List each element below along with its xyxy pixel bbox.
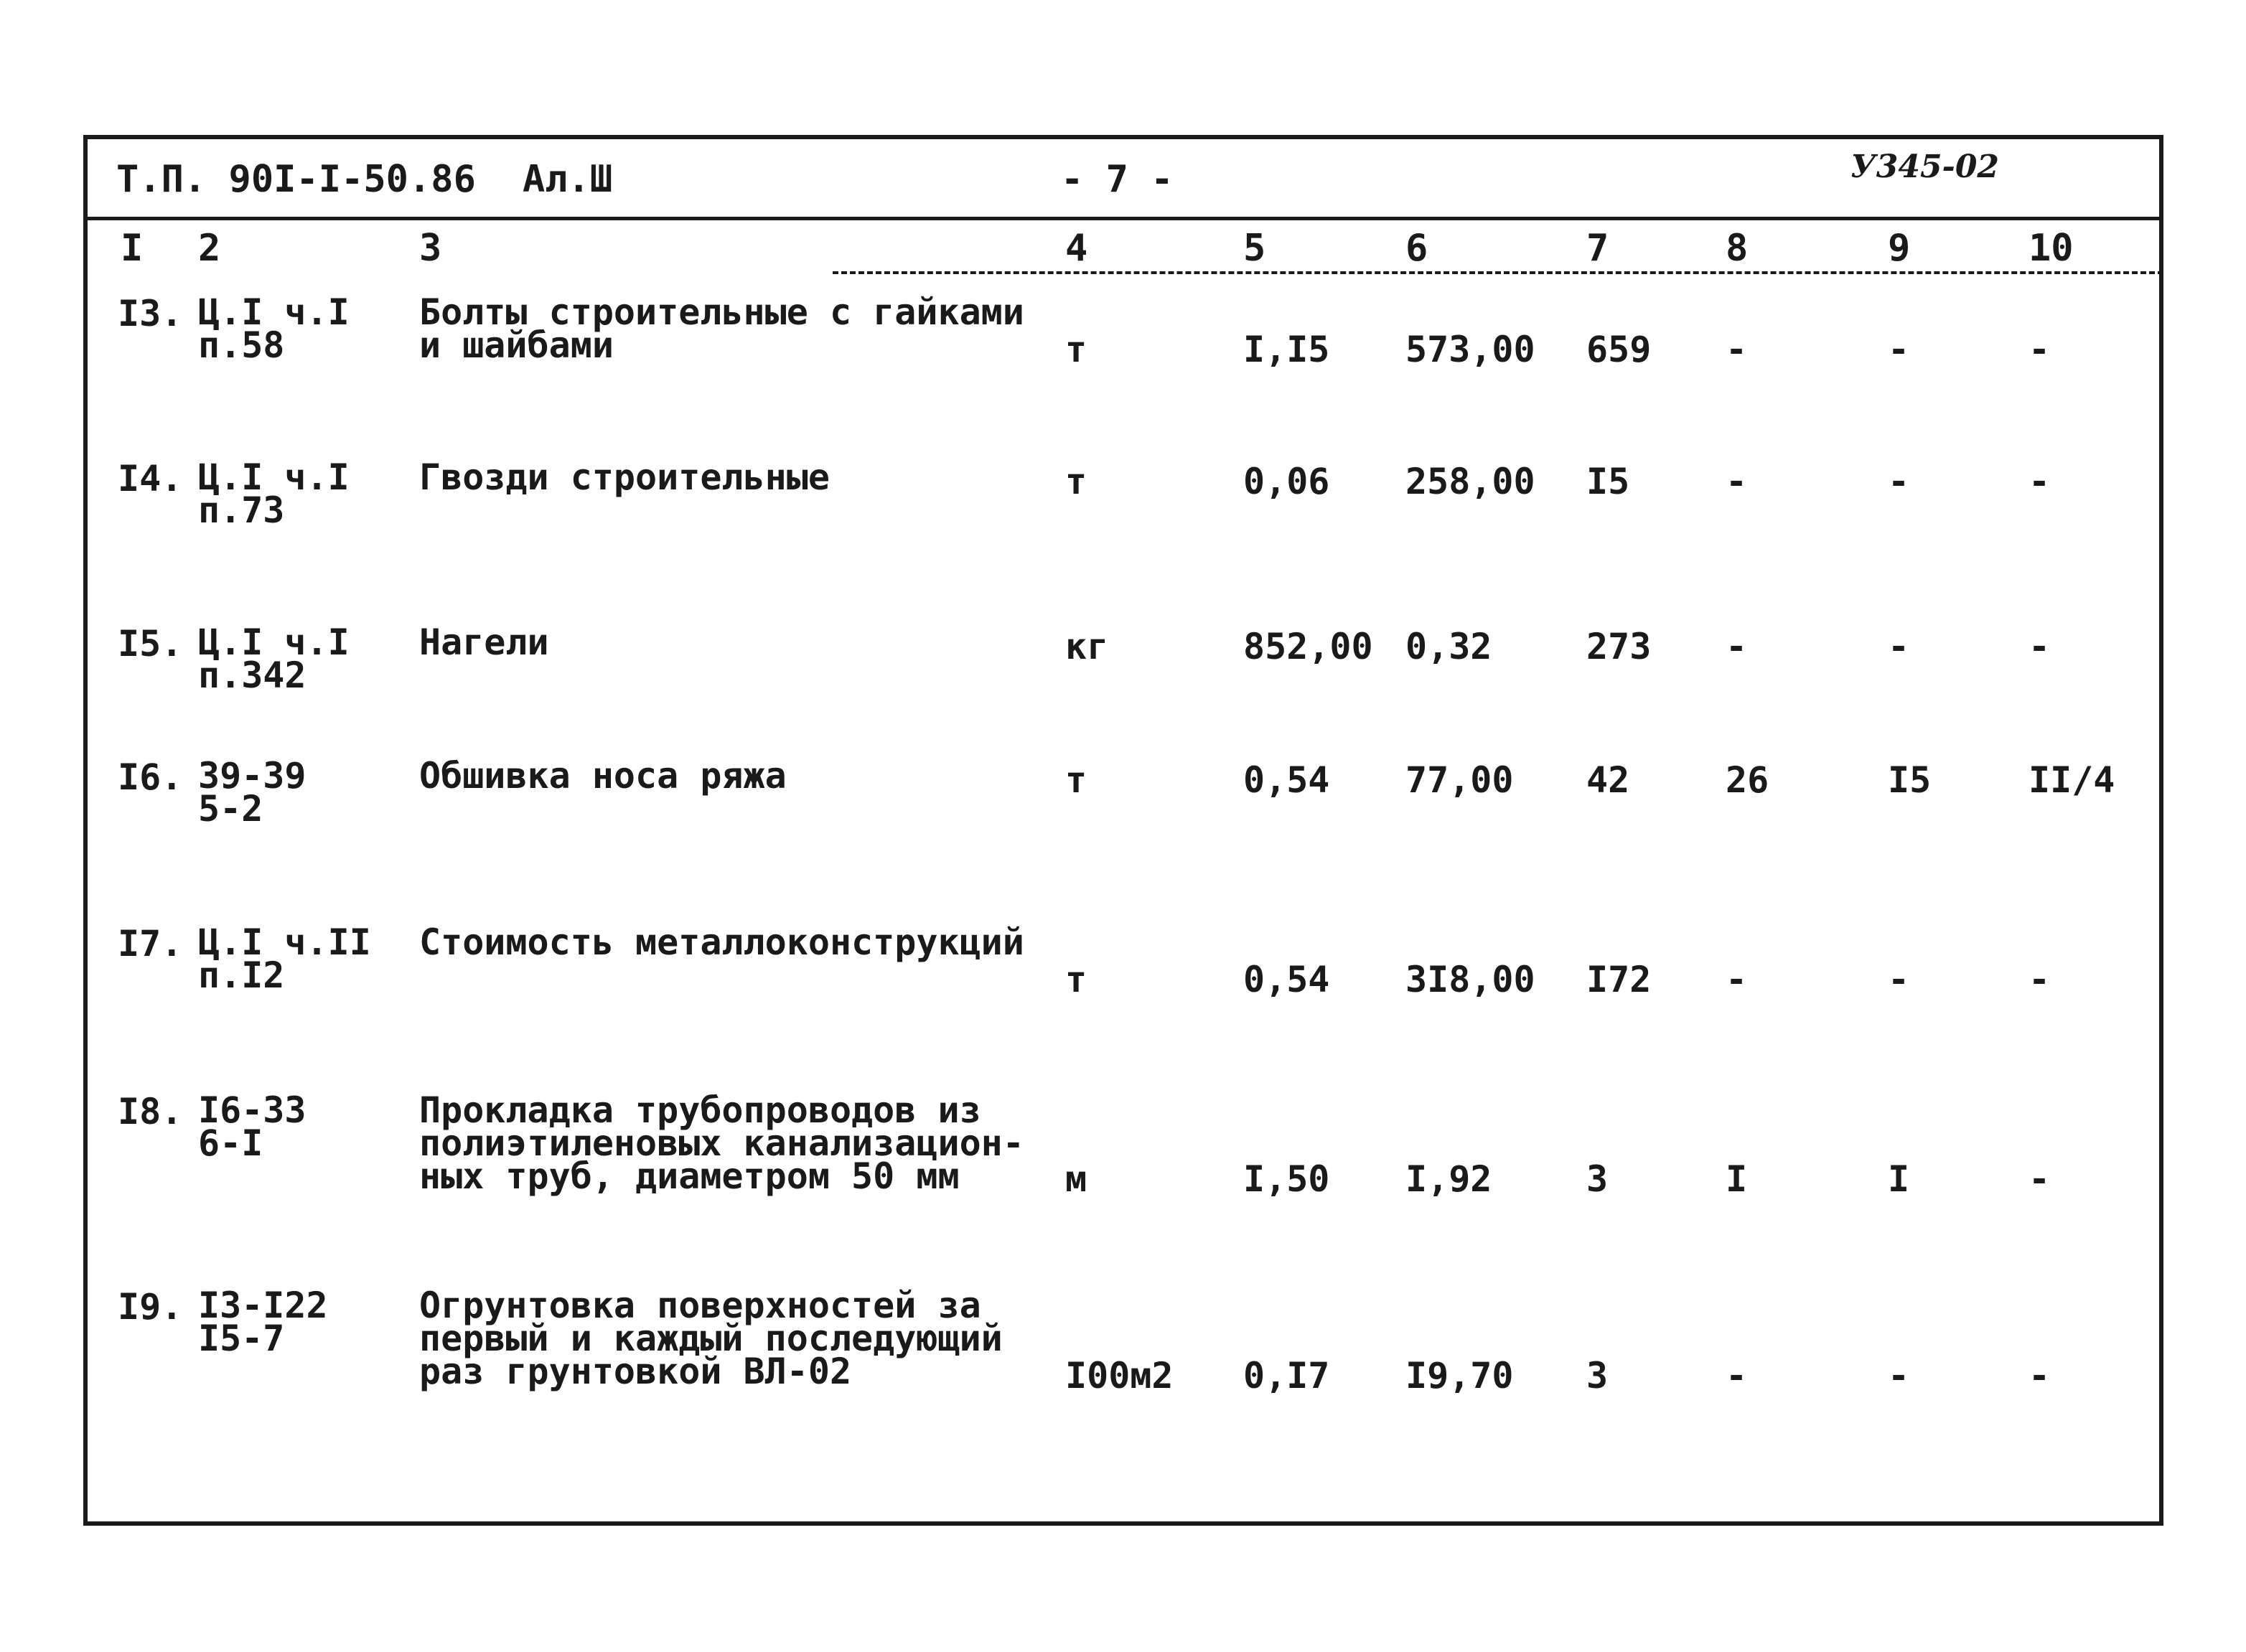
row-number-cell: I9.	[118, 1286, 183, 1328]
col9-cell: -	[1888, 461, 1910, 502]
col9-cell: I5	[1888, 759, 1932, 801]
col8-cell: 26	[1726, 759, 1769, 801]
col9-cell: I	[1888, 1158, 1910, 1200]
column-number-1: I	[121, 227, 144, 270]
unit-price-cell: 258,00	[1405, 461, 1535, 502]
column-number-3: 3	[419, 227, 442, 270]
column-number-8: 8	[1726, 227, 1749, 270]
unit-price-cell: 0,32	[1405, 626, 1492, 667]
row-number-cell: I3.	[118, 293, 183, 334]
row-number-cell: I8.	[118, 1091, 183, 1132]
page-number: - 7 -	[1061, 158, 1174, 201]
quantity-cell: 0,54	[1243, 959, 1330, 1000]
work-name-cell: Стоимость металлоконструкций	[419, 921, 1024, 963]
album-label: Ал.Ш	[523, 158, 613, 201]
col10-cell: -	[2029, 329, 2051, 370]
total-cost-cell: I72	[1586, 959, 1652, 1000]
column-number-9: 9	[1888, 227, 1911, 270]
rate-code-cell: Ц.I ч.II п.I2	[198, 921, 371, 996]
document-code: Т.П. 90I-I-50.86	[116, 158, 476, 201]
unit-price-cell: 77,00	[1405, 759, 1514, 801]
work-name-cell: Болты строительные с гайками и шайбами	[419, 291, 1024, 366]
work-name-cell: Нагели	[419, 621, 549, 663]
unit-cell: м	[1065, 1158, 1087, 1200]
column-number-4: 4	[1065, 227, 1088, 270]
quantity-cell: I,50	[1243, 1158, 1330, 1200]
total-cost-cell: I5	[1586, 461, 1630, 502]
row-number-cell: I4.	[118, 458, 183, 499]
col8-cell: -	[1726, 959, 1748, 1000]
work-name-cell: Гвозди строительные	[419, 456, 830, 498]
rate-code-cell: Ц.I ч.I п.342	[198, 621, 350, 696]
row-number-cell: I5.	[118, 623, 183, 665]
rate-code-cell: Ц.I ч.I п.58	[198, 291, 350, 366]
quantity-cell: 0,I7	[1243, 1355, 1330, 1397]
quantity-cell: 0,54	[1243, 759, 1330, 801]
rate-code-cell: I6-33 6-I	[198, 1089, 307, 1164]
unit-price-cell: I,92	[1405, 1158, 1492, 1200]
work-name-cell: Прокладка трубопроводов из полиэтиленовых канализацион- ных труб, диаметром 50 мм	[419, 1089, 1024, 1197]
column-number-2: 2	[198, 227, 221, 270]
unit-cell: т	[1065, 759, 1087, 801]
col10-cell: -	[2029, 1158, 2051, 1200]
page-frame	[83, 135, 2163, 1526]
handwritten-number: У345-02	[1850, 149, 2000, 185]
col10-cell: -	[2029, 626, 2051, 667]
total-cost-cell: 42	[1586, 759, 1630, 801]
total-cost-cell: 3	[1586, 1158, 1609, 1200]
col10-cell: -	[2029, 959, 2051, 1000]
col10-cell: -	[2029, 1355, 2051, 1397]
rate-code-cell: 39-39 5-2	[198, 755, 307, 830]
total-cost-cell: 273	[1586, 626, 1652, 667]
unit-price-cell: 573,00	[1405, 329, 1535, 370]
col8-cell: -	[1726, 461, 1748, 502]
column-number-10: 10	[2029, 227, 2074, 270]
quantity-cell: I,I5	[1243, 329, 1330, 370]
header-divider	[83, 217, 2163, 220]
col10-cell: -	[2029, 461, 2051, 502]
work-name-cell: Огрунтовка поверхностей за первый и каждый последующий раз грунтовкой ВЛ-02	[419, 1285, 1003, 1392]
unit-cell: кг	[1065, 626, 1109, 667]
col9-cell: -	[1888, 626, 1910, 667]
col9-cell: -	[1888, 1355, 1910, 1397]
work-name-cell: Обшивка носа ряжа	[419, 755, 787, 797]
col8-cell: -	[1726, 329, 1748, 370]
column-number-6: 6	[1405, 227, 1428, 270]
unit-cell: I00м2	[1065, 1355, 1174, 1397]
col8-cell: -	[1726, 1355, 1748, 1397]
row-number-cell: I7.	[118, 923, 183, 965]
rate-code-cell: I3-I22 I5-7	[198, 1285, 328, 1359]
unit-cell: т	[1065, 959, 1087, 1000]
unit-cell: т	[1065, 461, 1087, 502]
unit-price-cell: 3I8,00	[1405, 959, 1535, 1000]
row-number-cell: I6.	[118, 756, 183, 798]
unit-price-cell: I9,70	[1405, 1355, 1514, 1397]
col8-cell: -	[1726, 626, 1748, 667]
column-number-7: 7	[1586, 227, 1609, 270]
total-cost-cell: 659	[1586, 329, 1652, 370]
col8-cell: I	[1726, 1158, 1748, 1200]
col10-cell: II/4	[2029, 759, 2115, 801]
total-cost-cell: 3	[1586, 1355, 1609, 1397]
rate-code-cell: Ц.I ч.I п.73	[198, 456, 350, 531]
column-number-5: 5	[1243, 227, 1266, 270]
quantity-cell: 0,06	[1243, 461, 1330, 502]
quantity-cell: 852,00	[1243, 626, 1373, 667]
col9-cell: -	[1888, 329, 1910, 370]
column-number-divider	[833, 271, 2163, 274]
unit-cell: т	[1065, 329, 1087, 370]
col9-cell: -	[1888, 959, 1910, 1000]
